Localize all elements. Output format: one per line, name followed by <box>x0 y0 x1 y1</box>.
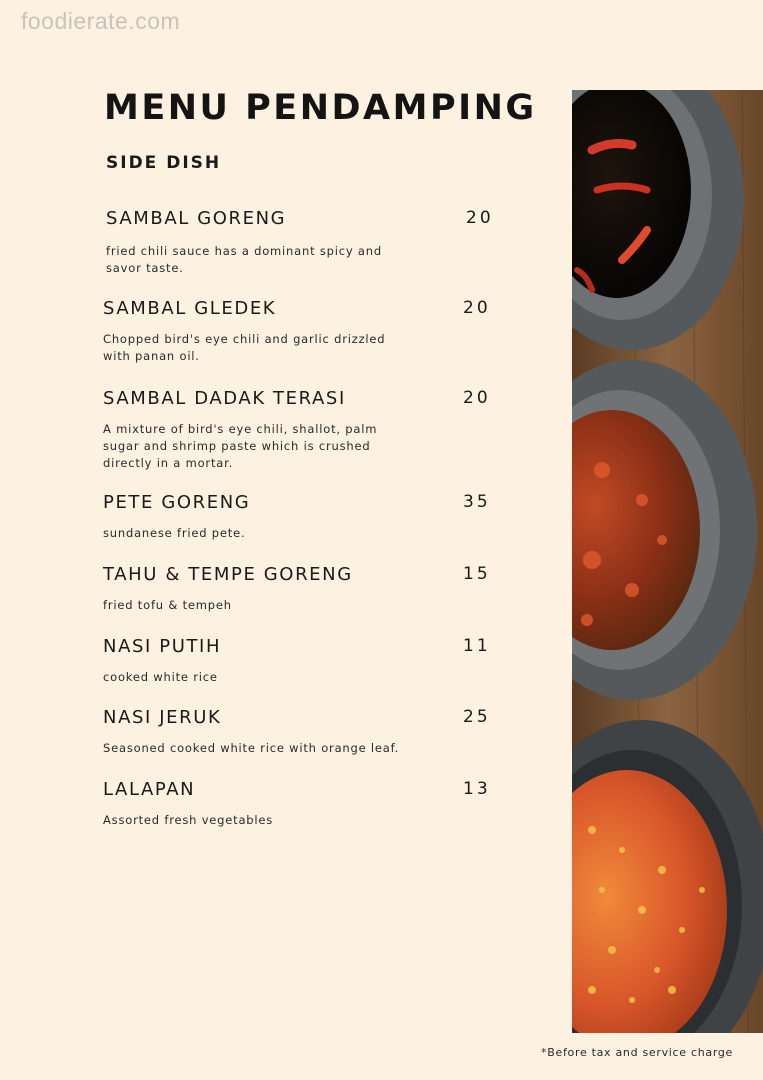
item-description: Assorted fresh vegetables <box>103 813 274 827</box>
menu-item <box>103 388 503 472</box>
item-name: TAHU & TEMPE GORENG <box>103 564 353 585</box>
item-price: 20 <box>463 388 491 408</box>
item-name: PETE GORENG <box>103 492 251 513</box>
item-price: 11 <box>463 636 491 656</box>
menu-item <box>103 707 503 757</box>
item-price: 15 <box>463 564 491 584</box>
item-price: 20 <box>466 208 494 228</box>
item-name: NASI PUTIH <box>103 636 222 657</box>
item-description: fried tofu & tempeh <box>103 598 232 612</box>
menu-title: MENU PENDAMPING <box>104 88 537 128</box>
item-name: SAMBAL DADAK TERASI <box>103 388 346 409</box>
item-description: Seasoned cooked white rice with orange leaf. <box>103 741 400 755</box>
item-price: 25 <box>463 707 491 727</box>
item-description: sundanese fried pete. <box>103 526 246 540</box>
menu-item <box>103 492 503 542</box>
menu-subtitle: SIDE DISH <box>106 153 222 173</box>
menu-item <box>103 636 503 686</box>
item-description: fried chili sauce has a dominant spicy and savor taste. <box>106 244 382 275</box>
menu-item <box>103 298 503 365</box>
watermark: foodierate.com <box>21 8 181 34</box>
menu-item <box>106 208 506 277</box>
menu-item <box>103 564 503 614</box>
menu-item <box>103 779 503 829</box>
item-name: SAMBAL GLEDEK <box>103 298 277 319</box>
sambal-mortars-illustration <box>572 90 763 1033</box>
item-price: 20 <box>463 298 491 318</box>
item-name: SAMBAL GORENG <box>106 208 287 229</box>
item-description: A mixture of bird's eye chili, shallot, palm sugar and shrimp paste which is crushed directly in a mortar. <box>103 422 378 470</box>
item-description: cooked white rice <box>103 670 218 684</box>
sambal-photo <box>572 90 763 1033</box>
tax-footnote: *Before tax and service charge <box>541 1046 733 1059</box>
item-name: LALAPAN <box>103 779 196 800</box>
item-description: Chopped bird's eye chili and garlic drizzled with panan oil. <box>103 332 386 363</box>
item-name: NASI JERUK <box>103 707 222 728</box>
item-price: 13 <box>463 779 491 799</box>
item-price: 35 <box>463 492 491 512</box>
